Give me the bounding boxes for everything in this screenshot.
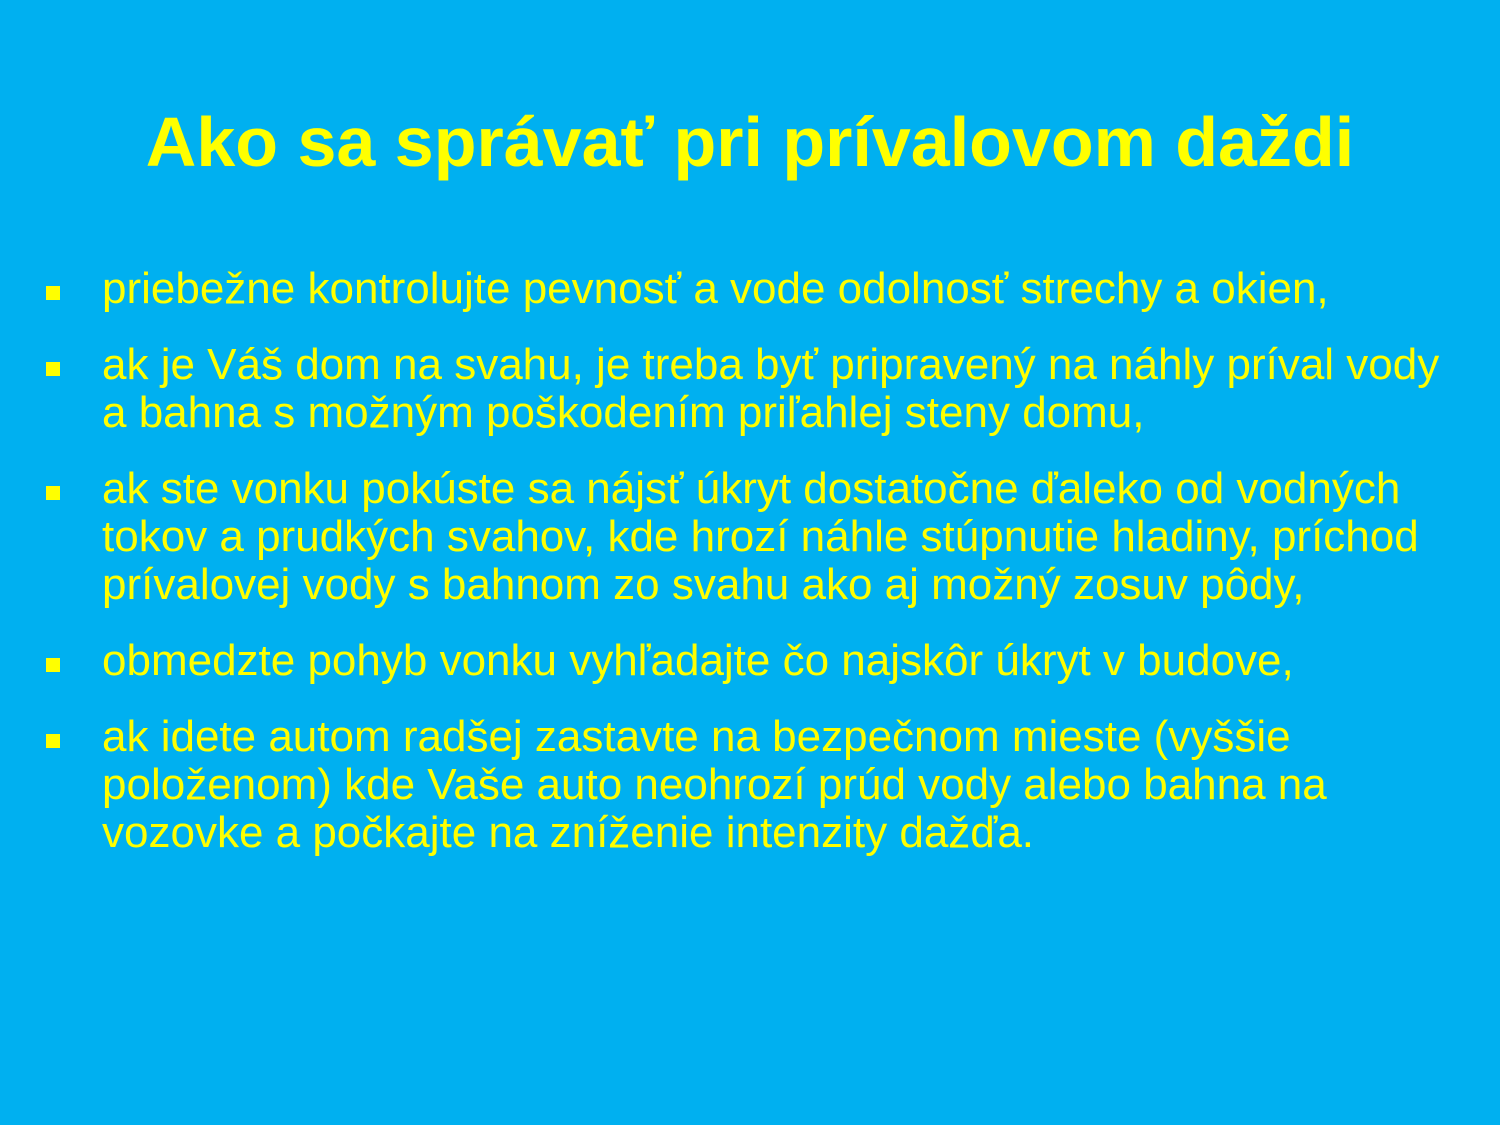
- bullet-text: ak ste vonku pokúste sa nájsť úkryt dostatočne ďaleko od vodných tokov a prudkých svahov, kde hrozí náhle stúpnutie hladiny, príchod prívalovej vody s bahnom zo svahu ako aj možný zosuv pôdy,: [102, 464, 1419, 609]
- square-bullet-icon: [46, 486, 60, 500]
- list-item: [46, 465, 1466, 609]
- square-bullet-icon: [46, 658, 60, 672]
- bullet-text: obmedzte pohyb vonku vyhľadajte čo najskôr úkryt v budove,: [102, 636, 1294, 685]
- list-item: [46, 265, 1466, 313]
- bullet-text: priebežne kontrolujte pevnosť a vode odolnosť strechy a okien,: [102, 264, 1329, 313]
- square-bullet-icon: [46, 734, 60, 748]
- list-item: [46, 713, 1466, 857]
- list-item: [46, 637, 1466, 685]
- square-bullet-icon: [46, 362, 60, 376]
- slide-title: Ako sa správať pri prívalovom daždi: [145, 103, 1355, 181]
- bullet-text: ak idete autom radšej zastavte na bezpečnom mieste (vyššie položenom) kde Vaše auto neohrozí prúd vody alebo bahna na vozovke a počkajte na zníženie intenzity dažďa.: [102, 712, 1327, 857]
- bullet-text: ak je Váš dom na svahu, je treba byť pripravený na náhly príval vody a bahna s možným poškodením priľahlej steny domu,: [102, 340, 1440, 437]
- list-item: [46, 341, 1466, 437]
- square-bullet-icon: [46, 286, 60, 300]
- bullet-list: [46, 265, 1466, 885]
